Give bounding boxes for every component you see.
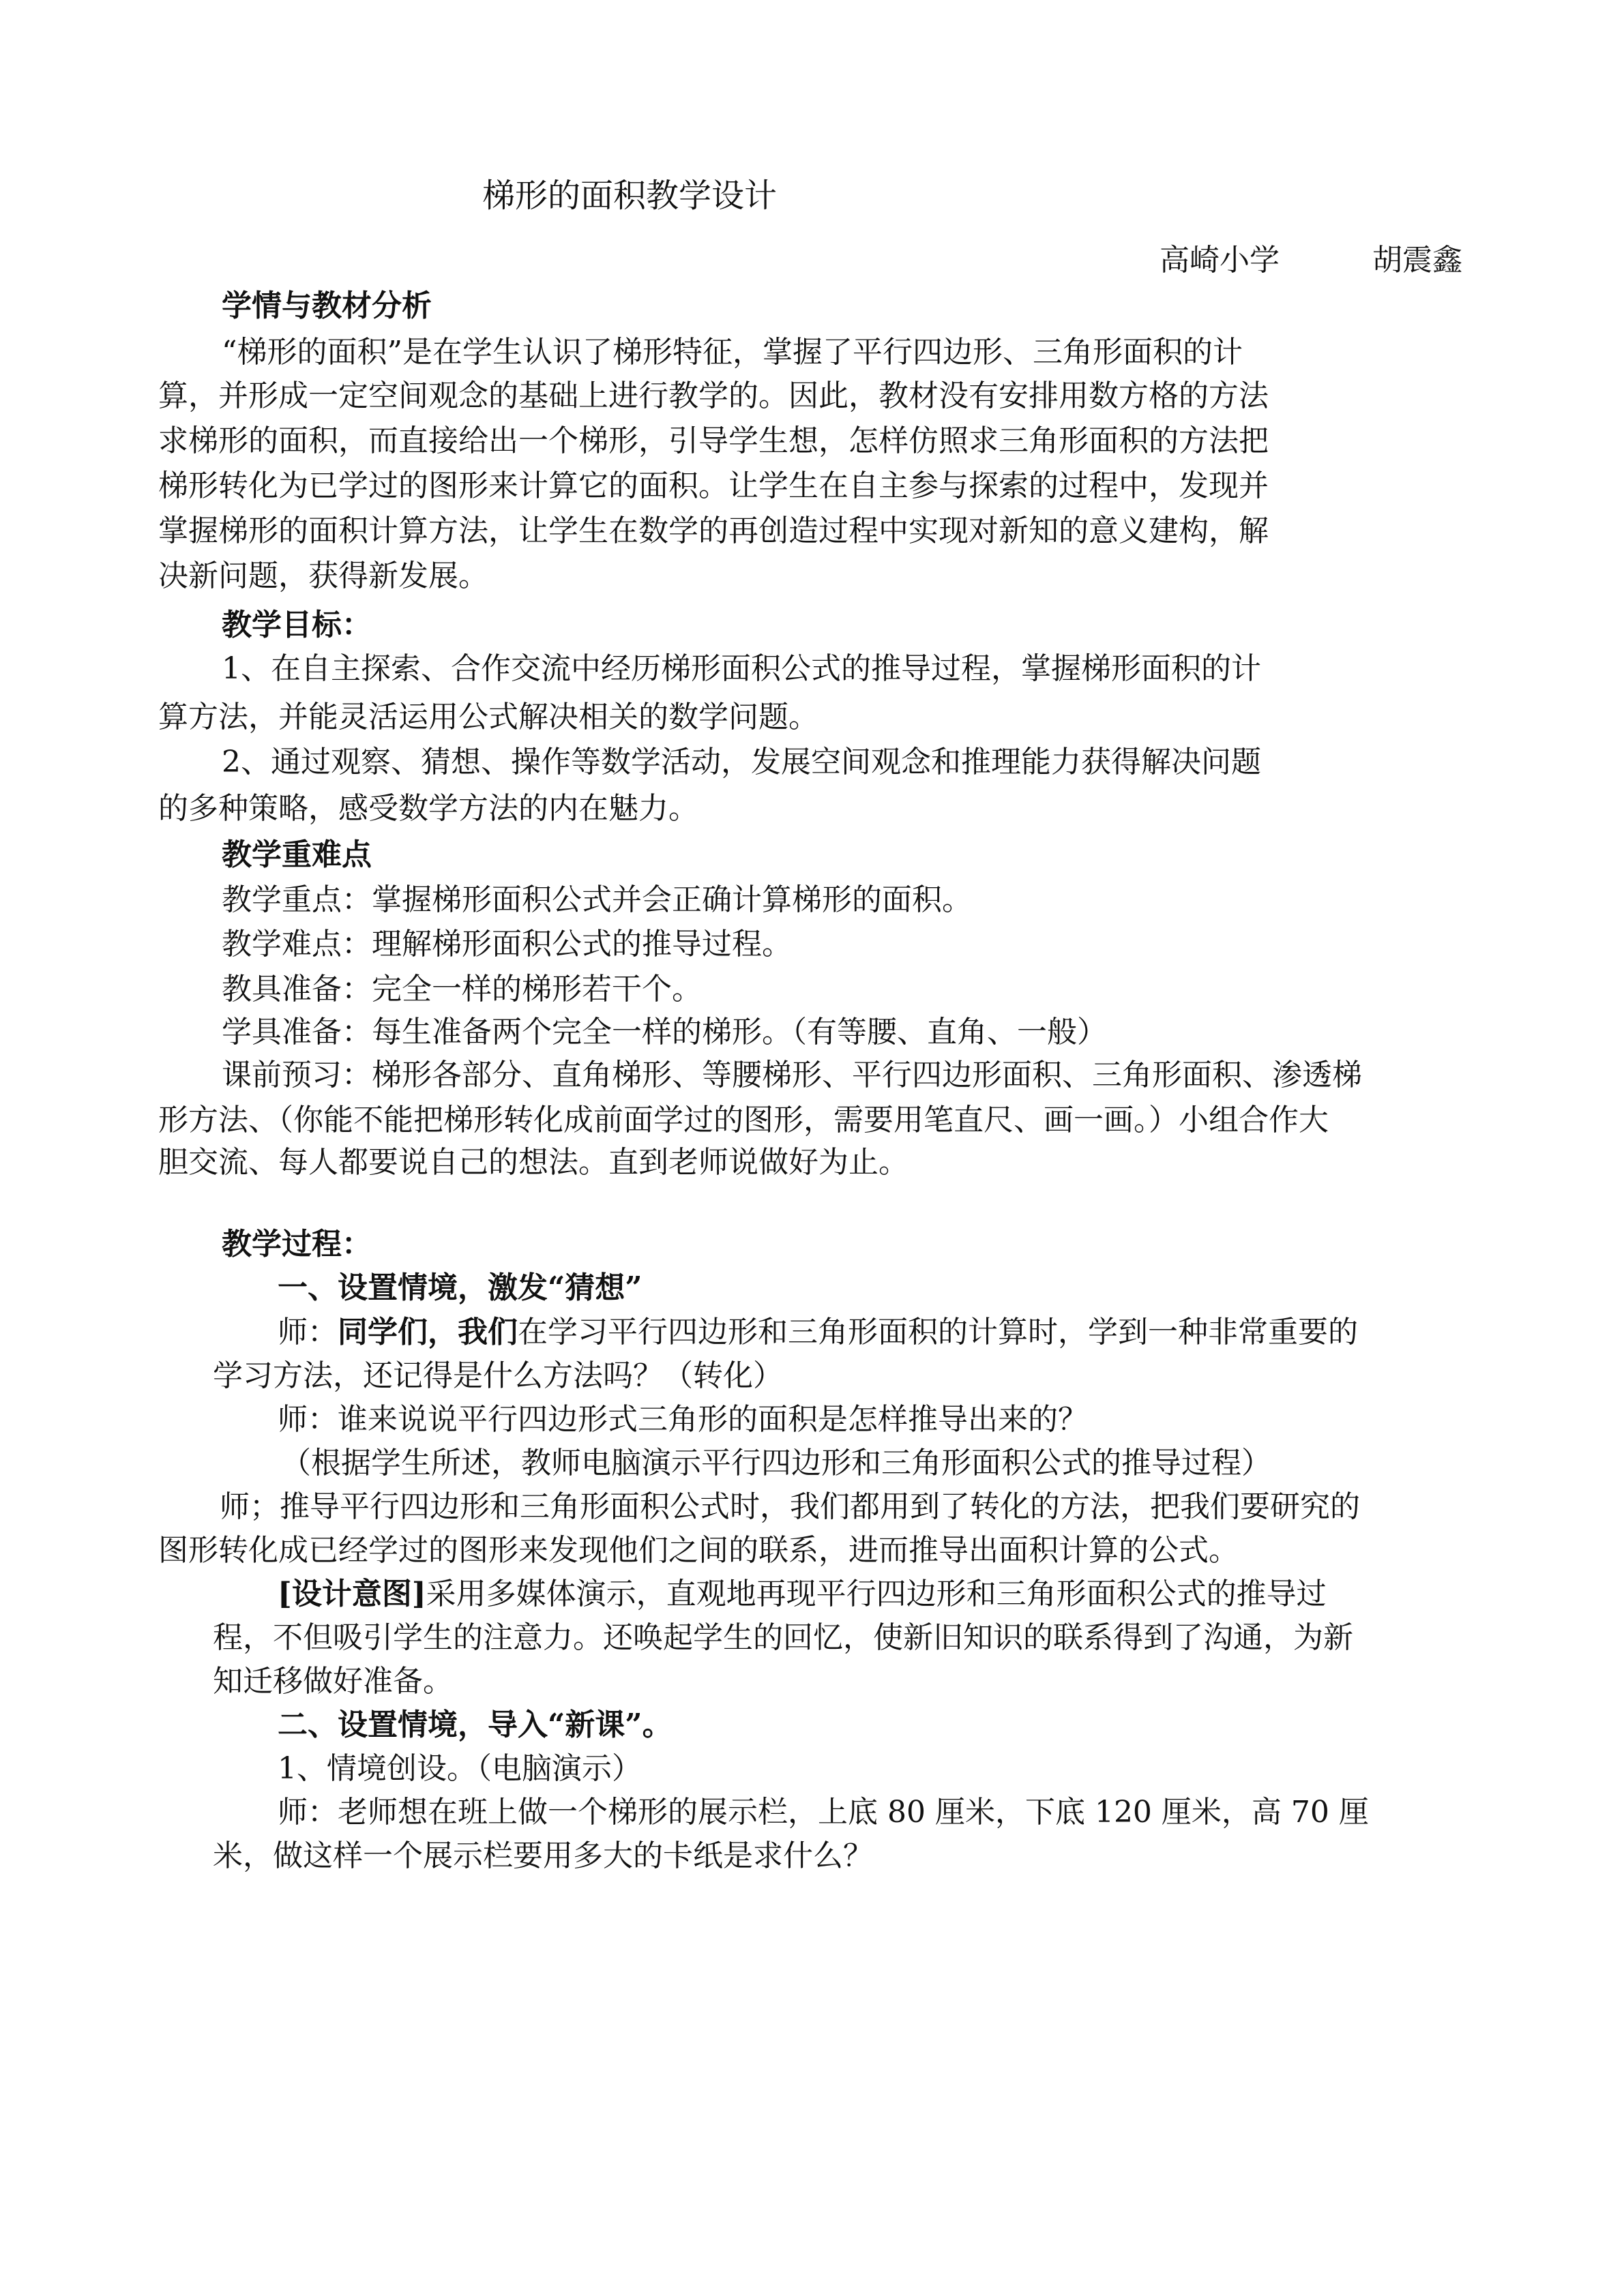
key-point-line: 胆交流、每人都要说自己的想法。直到老师说做好为止。 [158, 1145, 909, 1180]
section1-line: 学习方法，还记得是什么方法吗？（转化） [213, 1358, 783, 1393]
design-intent-rest: 采用多媒体演示，直观地再现平行四边形和三角形面积公式的推导过 [426, 1577, 1327, 1611]
section2-line: 1、情境创设。（电脑演示） [278, 1751, 642, 1786]
objective-line: 的多种策略，感受数学方法的内在魅力。 [158, 791, 698, 826]
section1-line: 图形转化成已经学过的图形来发现他们之间的联系，进而推导出面积计算的公式。 [158, 1533, 1239, 1568]
key-point-line: 教具准备：完全一样的梯形若干个。 [222, 972, 702, 1007]
section1-heading: 一、设置情境，激发“猜想” [278, 1270, 643, 1305]
section1-line: 师：谁来说说平行四边形式三角形的面积是怎样推导出来的？ [278, 1402, 1088, 1437]
key-point-line: 课前预习：梯形各部分、直角梯形、等腰梯形、平行四边形面积、三角形面积、渗透梯 [222, 1058, 1362, 1092]
section1-line: 师；推导平行四边形和三角形面积公式时，我们都用到了转化的方法，把我们要研究的 [220, 1489, 1360, 1524]
key-point-line: 教学重点：掌握梯形面积公式并会正确计算梯形的面积。 [222, 882, 972, 917]
analysis-line: 梯形转化为已学过的图形来计算它的面积。让学生在自主参与探索的过程中，发现并 [158, 468, 1269, 503]
section1-line-first [278, 1312, 1358, 1353]
design-intent-line: 程，不但吸引学生的注意力。还唤起学生的回忆，使新旧知识的联系得到了沟通，为新 [213, 1620, 1353, 1655]
analysis-line: 算，并形成一定空间观念的基础上进行教学的。因此，教材没有安排用数方格的方法 [158, 378, 1269, 413]
author-name: 胡震鑫 [1372, 243, 1462, 278]
process-heading: 教学过程： [222, 1227, 372, 1262]
document-title: 梯形的面积教学设计 [482, 177, 778, 215]
teacher-bold-phrase: 同学们，我们 [338, 1315, 518, 1350]
school-name: 高崎小学 [1160, 243, 1280, 278]
objective-line: 2、通过观察、猜想、操作等数学活动，发展空间观念和推理能力获得解决问题 [222, 745, 1261, 779]
key-point-line: 形方法、（你能不能把梯形转化成前面学过的图形，需要用笔直尺、画一画。）小组合作大 [158, 1103, 1329, 1137]
key-point-line: 学具准备：每生准备两个完全一样的梯形。（有等腰、直角、一般） [222, 1015, 1107, 1049]
objective-line: 算方法，并能灵活运用公式解决相关的数学问题。 [158, 700, 818, 734]
analysis-line: “梯形的面积”是在学生认识了梯形特征，掌握了平行四边形、三角形面积的计 [222, 335, 1243, 370]
analysis-line: 决新问题，获得新发展。 [158, 558, 488, 593]
section1-line-rest: 在学习平行四边形和三角形面积的计算时，学到一种非常重要的 [518, 1315, 1358, 1350]
design-intent-line: 知迁移做好准备。 [213, 1664, 453, 1699]
design-intent-line-first [278, 1574, 1327, 1615]
objectives-heading: 教学目标： [222, 608, 372, 642]
section2-line: 师：老师想在班上做一个梯形的展示栏，上底 80 厘米，下底 120 厘米，高 70 厘 [278, 1795, 1369, 1830]
key-points-heading: 教学重难点 [222, 837, 372, 872]
teacher-prefix: 师： [278, 1315, 338, 1350]
key-point-line: 教学难点：理解梯形面积公式的推导过程。 [222, 927, 792, 961]
analysis-line: 掌握梯形的面积计算方法，让学生在数学的再创造过程中实现对新知的意义建构，解 [158, 513, 1269, 548]
section2-line: 米，做这样一个展示栏要用多大的卡纸是求什么？ [213, 1838, 873, 1873]
analysis-heading: 学情与教材分析 [222, 288, 432, 323]
section2-heading: 二、设置情境，导入“新课”。 [278, 1708, 673, 1742]
section1-line: （根据学生所述，教师电脑演示平行四边形和三角形面积公式的推导过程） [281, 1446, 1271, 1480]
analysis-line: 求梯形的面积，而直接给出一个梯形，引导学生想，怎样仿照求三角形面积的方法把 [158, 423, 1269, 458]
objective-line: 1、在自主探索、合作交流中经历梯形面积公式的推导过程，掌握梯形面积的计 [222, 651, 1261, 686]
design-intent-label: [设计意图] [278, 1577, 426, 1611]
